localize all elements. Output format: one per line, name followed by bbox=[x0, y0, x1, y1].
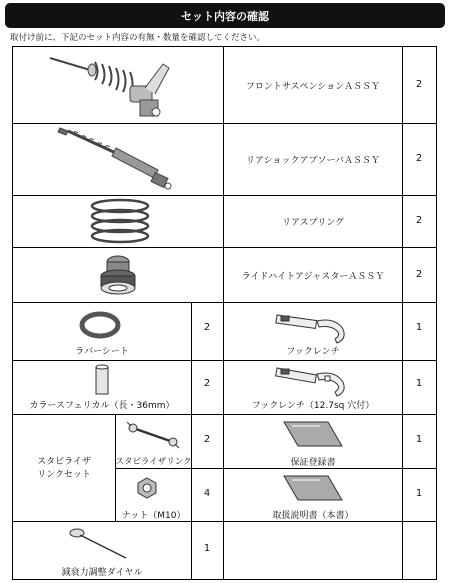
ride-height-label: ライドハイトアジャスターＡＳＳＹ bbox=[241, 272, 385, 282]
rear-shock-qty: 2 bbox=[415, 153, 423, 164]
nut-label: ナット（M10） bbox=[121, 511, 186, 521]
page-header bbox=[5, 3, 445, 28]
rear-spring-icon bbox=[85, 198, 155, 246]
nut-qty: 4 bbox=[203, 488, 211, 499]
stabilizer-link-qty: 2 bbox=[203, 434, 211, 445]
front-suspension-icon bbox=[50, 50, 180, 120]
ride-height-adjuster-icon bbox=[98, 252, 138, 298]
hook-wrench-qty: 1 bbox=[415, 322, 423, 333]
collar-label: カラースフェリカル（長・36mm） bbox=[29, 401, 175, 411]
manual-label: 取扱説明書（本書） bbox=[272, 511, 354, 521]
hook-wrench-label: フックレンチ bbox=[286, 347, 340, 357]
stabilizer-group-label: スタビライザ リンクセット bbox=[37, 457, 91, 480]
rear-spring-label: リアスプリング bbox=[281, 218, 345, 228]
hook-wrench-sq-qty: 1 bbox=[415, 378, 423, 389]
hook-wrench-sq-label: フックレンチ（12.7sq 穴付） bbox=[251, 401, 375, 411]
front-suspension-qty: 2 bbox=[415, 79, 423, 90]
manual-qty: 1 bbox=[415, 488, 423, 499]
hook-wrench-sq-icon bbox=[275, 364, 355, 396]
rubber-sheet-qty: 2 bbox=[203, 322, 211, 333]
damping-dial-qty: 1 bbox=[203, 543, 211, 554]
rubber-sheet-icon bbox=[80, 312, 120, 338]
intro-text: 取付け前に、下記のセット内容の有無・数量を確認してください。 bbox=[10, 33, 266, 43]
hook-wrench-icon bbox=[275, 311, 355, 343]
empty-qty-cell bbox=[402, 521, 437, 580]
front-suspension-label: フロントサスペンションＡＳＳＹ bbox=[245, 82, 381, 92]
page-title: セット内容の確認 bbox=[181, 9, 269, 23]
rear-spring-qty: 2 bbox=[415, 215, 423, 226]
rear-shock-absorber-icon bbox=[58, 126, 178, 192]
rear-shock-label: リアショックアブソーバＡＳＳＹ bbox=[245, 156, 380, 166]
empty-cell bbox=[223, 521, 403, 580]
rubber-sheet-label: ラバーシート bbox=[75, 347, 129, 357]
warranty-document-icon bbox=[280, 420, 346, 448]
collar-icon bbox=[95, 364, 109, 396]
warranty-label: 保証登録書 bbox=[290, 458, 336, 468]
nut-icon bbox=[136, 477, 158, 499]
stabilizer-link-label: スタビライザリンク bbox=[115, 457, 192, 467]
ride-height-qty: 2 bbox=[415, 269, 423, 280]
stabilizer-link-icon bbox=[125, 420, 181, 450]
damping-dial-label: 減衰力調整ダイヤル bbox=[61, 568, 143, 578]
damping-dial-icon bbox=[68, 526, 130, 560]
collar-qty: 2 bbox=[203, 378, 211, 389]
manual-document-icon bbox=[280, 474, 346, 502]
warranty-qty: 1 bbox=[415, 434, 423, 445]
